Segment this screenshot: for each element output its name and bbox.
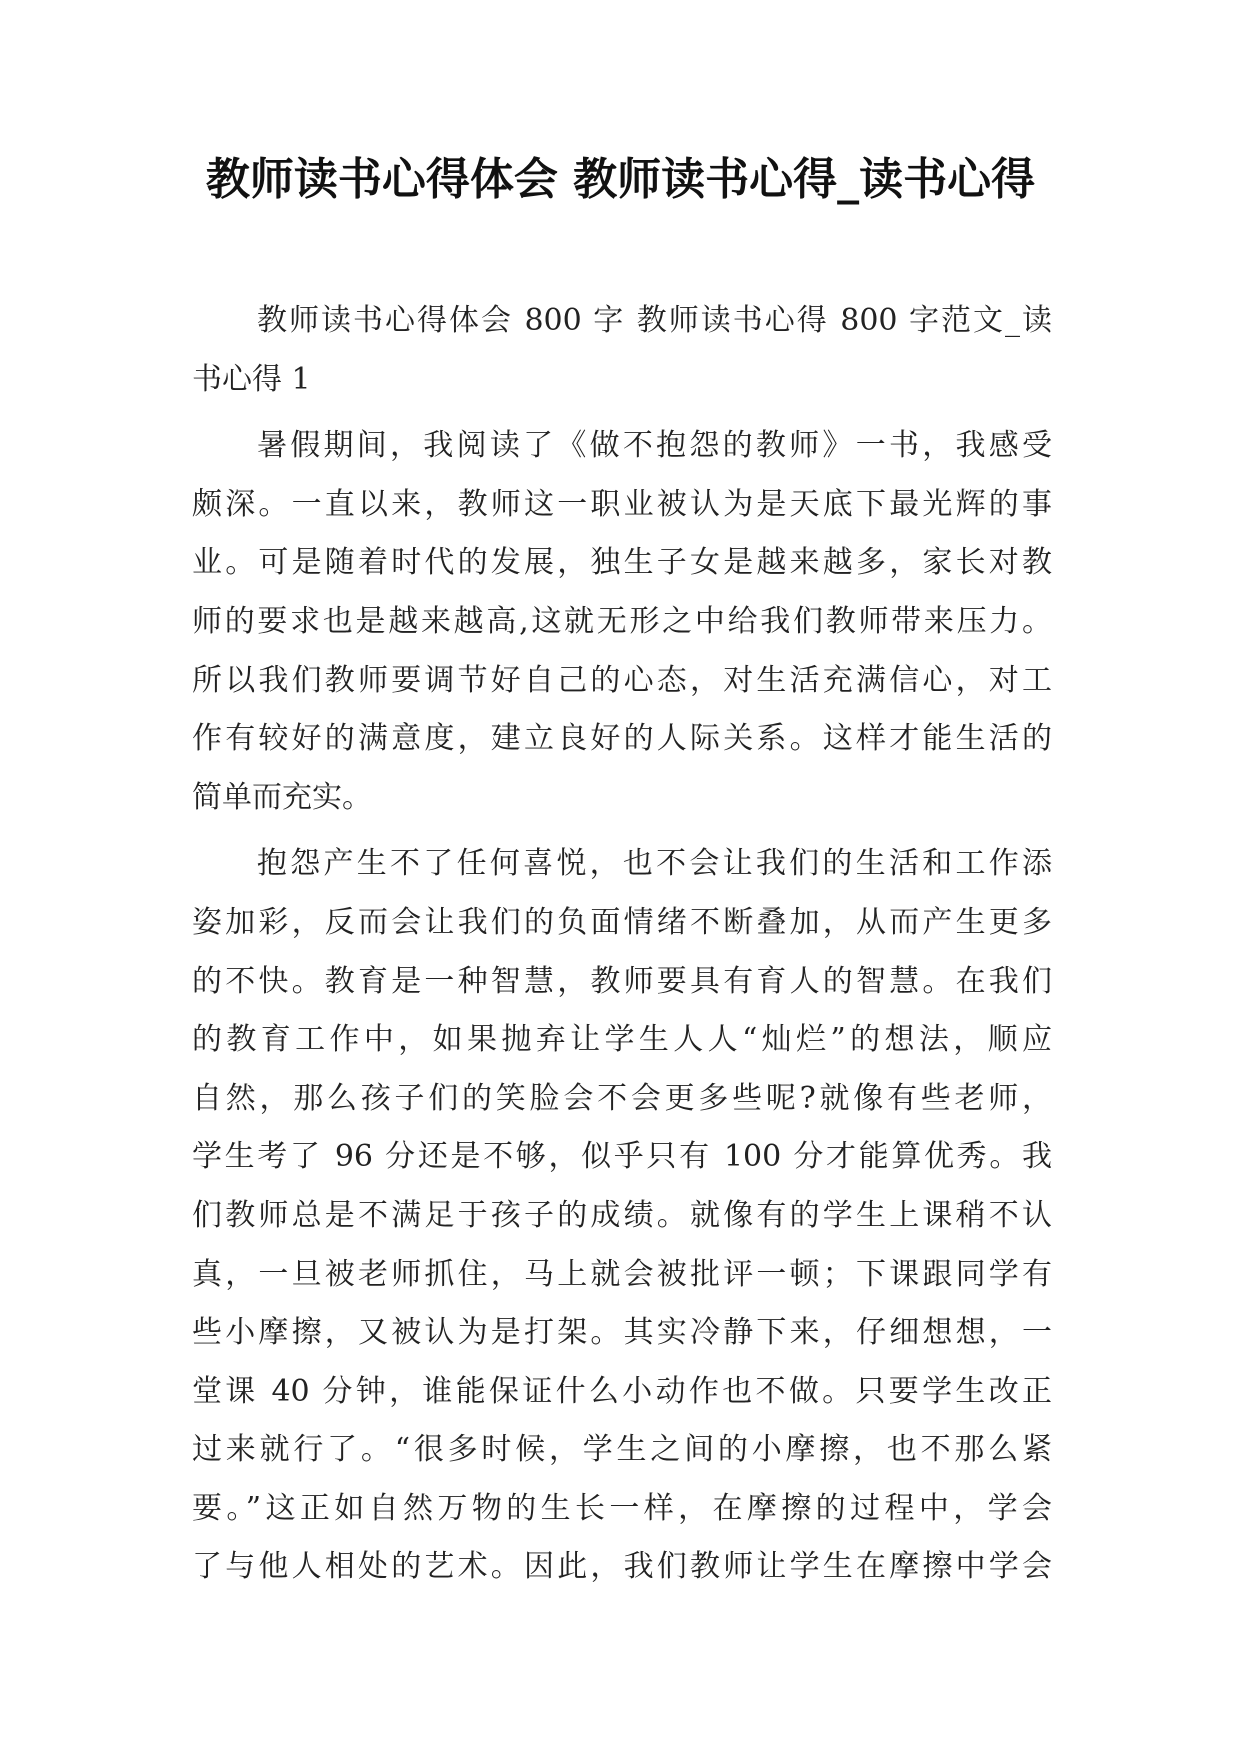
paragraph-line: 暑假期间，我阅读了《做不抱怨的教师》一书，我感受	[257, 428, 1052, 464]
paragraph-spacer	[192, 409, 1052, 417]
paragraph-line: 堂课 40 分钟，谁能保证什么小动作也不做。只要学生改正	[192, 1373, 1052, 1409]
paragraph-line: 所以我们教师要调节好自己的心态，对生活充满信心，对工	[192, 662, 1052, 698]
paragraph-1	[192, 417, 1052, 827]
paragraph-line: 简单而充实。	[192, 779, 372, 815]
paragraph-line: 姿加彩，反而会让我们的负面情绪不断叠加，从而产生更多	[192, 904, 1052, 940]
paragraph-2	[192, 835, 1052, 1597]
paragraph-line: 真，一旦被老师抓住，马上就会被批评一顿；下课跟同学有	[192, 1256, 1052, 1292]
heading-line: 教师读书心得体会 800 字 教师读书心得 800 字范文_读	[257, 303, 1052, 338]
heading-line: 书心得 1	[192, 361, 311, 397]
paragraph-line: 们教师总是不满足于孩子的成绩。就像有的学生上课稍不认	[192, 1197, 1052, 1233]
paragraph-line: 了与他人相处的艺术。因此，我们教师让学生在摩擦中学会	[192, 1549, 1052, 1585]
paragraph-line: 过来就行了。“很多时候，学生之间的小摩擦，也不那么紧	[192, 1432, 1052, 1468]
paragraph-line: 师的要求也是越来越高,这就无形之中给我们教师带来压力。	[192, 603, 1052, 639]
document-body	[192, 292, 1052, 1597]
paragraph-line: 抱怨产生不了任何喜悦，也不会让我们的生活和工作添	[257, 846, 1052, 882]
paragraph-line: 的教育工作中，如果抛弃让学生人人“灿烂”的想法，顺应	[192, 1022, 1052, 1058]
paragraph-line: 颇深。一直以来，教师这一职业被认为是天底下最光辉的事	[192, 486, 1052, 522]
section-heading	[192, 292, 1052, 409]
document-title: 教师读书心得体会 教师读书心得_读书心得	[205, 154, 1036, 205]
paragraph-line: 些小摩擦，又被认为是打架。其实冷静下来，仔细想想，一	[192, 1315, 1052, 1351]
paragraph-line: 学生考了 96 分还是不够，似乎只有 100 分才能算优秀。我	[192, 1139, 1052, 1175]
paragraph-line: 自然，那么孩子们的笑脸会不会更多些呢?就像有些老师，	[192, 1080, 1052, 1116]
paragraph-spacer	[192, 827, 1052, 835]
paragraph-line: 的不快。教育是一种智慧，教师要具有育人的智慧。在我们	[192, 963, 1052, 999]
paragraph-line: 业。可是随着时代的发展，独生子女是越来越多，家长对教	[192, 545, 1052, 581]
paragraph-line: 要。”这正如自然万物的生长一样，在摩擦的过程中，学会	[192, 1490, 1052, 1526]
paragraph-line: 作有较好的满意度，建立良好的人际关系。这样才能生活的	[192, 721, 1052, 757]
